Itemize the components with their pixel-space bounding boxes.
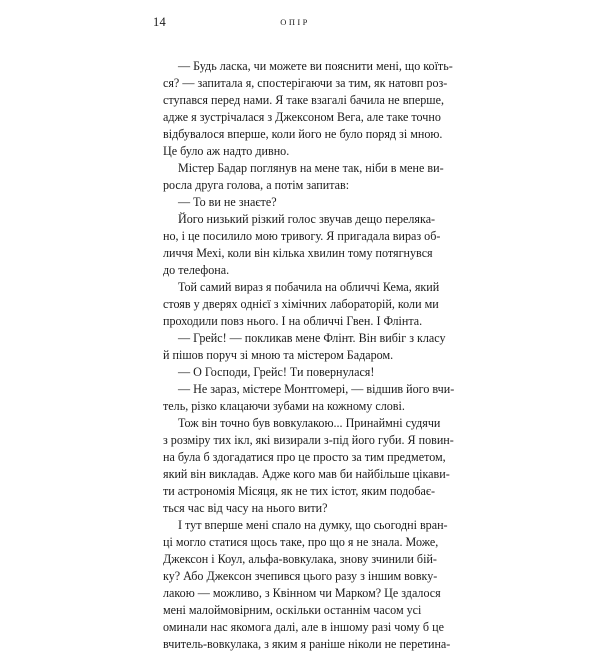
text-line: відбувалося вперше, коли його не було поряд зі мною. bbox=[163, 127, 443, 141]
text-line: — Будь ласка, чи можете ви пояснити мені, що коїть- bbox=[178, 59, 453, 73]
text-line: Джексон і Коул, альфа-вовкулака, знову зчинили бій- bbox=[163, 552, 437, 566]
text-line: лакою — можливо, з Квінном чи Марком? Це здалося bbox=[163, 586, 441, 600]
text-line: — То ви не знаєте? bbox=[178, 195, 277, 209]
text-line: оминали нас якомога далі, але в іншому разі чому б це bbox=[163, 620, 444, 634]
text-line: ступався перед нами. Я таке взагалі бачила не вперше, bbox=[163, 93, 445, 107]
text-line: мені малоймовірним, оскільки останнім часом усі bbox=[163, 603, 422, 617]
text-line: адже я зустрічалася з Джексоном Вега, але таке точно bbox=[163, 110, 441, 124]
running-title: ОПІР bbox=[280, 17, 310, 27]
text-line: ти астрономія Місяця, як не тих істот, яким подобає- bbox=[163, 484, 436, 498]
text-line: Містер Бадар поглянув на мене так, ніби в мене ви- bbox=[178, 161, 444, 175]
text-line: Той самий вираз я побачила на обличчі Кема, який bbox=[178, 280, 440, 294]
text-line: й пішов поруч зі мною та містером Бадаром. bbox=[163, 348, 394, 362]
text-line: до телефона. bbox=[163, 263, 230, 277]
text-line: Тож він точно був вовкулакою... Принаймні судячи bbox=[178, 416, 441, 430]
text-line: — Не зараз, містере Монтгомері, — відшив його вчи- bbox=[178, 382, 455, 396]
text-line: но, і це посилило мою тривогу. Я пригадала вираз об- bbox=[163, 229, 441, 243]
text-line: Це було аж надто дивно. bbox=[163, 144, 290, 158]
text-line: І тут вперше мені спало на думку, що сьогодні вран- bbox=[178, 518, 448, 532]
page-number: 14 bbox=[153, 15, 167, 29]
body-text bbox=[163, 58, 463, 653]
text-line: — Грейс! — покликав мене Флінт. Він вибіг з класу bbox=[178, 331, 446, 345]
text-line: на була б здогадатися про це просто за тим предметом, bbox=[163, 450, 446, 464]
text-line: Його низький різкий голос звучав дещо переляка- bbox=[178, 212, 436, 226]
text-line: з розміру тих ікл, які визирали з-під його губи. Я повин- bbox=[163, 433, 454, 447]
text-line: який він викладав. Адже кого мав би найбільше цікави- bbox=[163, 467, 450, 481]
text-line: ться час від часу на нього вити? bbox=[163, 501, 328, 515]
text-line: тель, різко клацаючи зубами на кожному слові. bbox=[163, 399, 405, 413]
text-line: ся? — запитала я, спостерігаючи за тим, як натовп роз- bbox=[163, 76, 448, 90]
text-line: — О Господи, Грейс! Ти повернулася! bbox=[178, 365, 375, 379]
text-line: личчя Мехі, коли він кілька хвилин тому потягнувся bbox=[163, 246, 433, 260]
text-line: вчитель-вовкулака, з яким я раніше ніколи не перетина- bbox=[163, 637, 451, 651]
text-line: проходили повз нього. І на обличчі Гвен. І Флінта. bbox=[163, 314, 423, 328]
text-line: стояв у дверях однієї з хімічних лабораторій, коли ми bbox=[163, 297, 439, 311]
text-line: росла друга голова, а потім запитав: bbox=[163, 178, 350, 192]
text-line: ку? Або Джексон зчепився цього разу з іншим вовку- bbox=[163, 569, 438, 583]
text-line: ці могло статися щось таке, про що я не знала. Може, bbox=[163, 535, 439, 549]
